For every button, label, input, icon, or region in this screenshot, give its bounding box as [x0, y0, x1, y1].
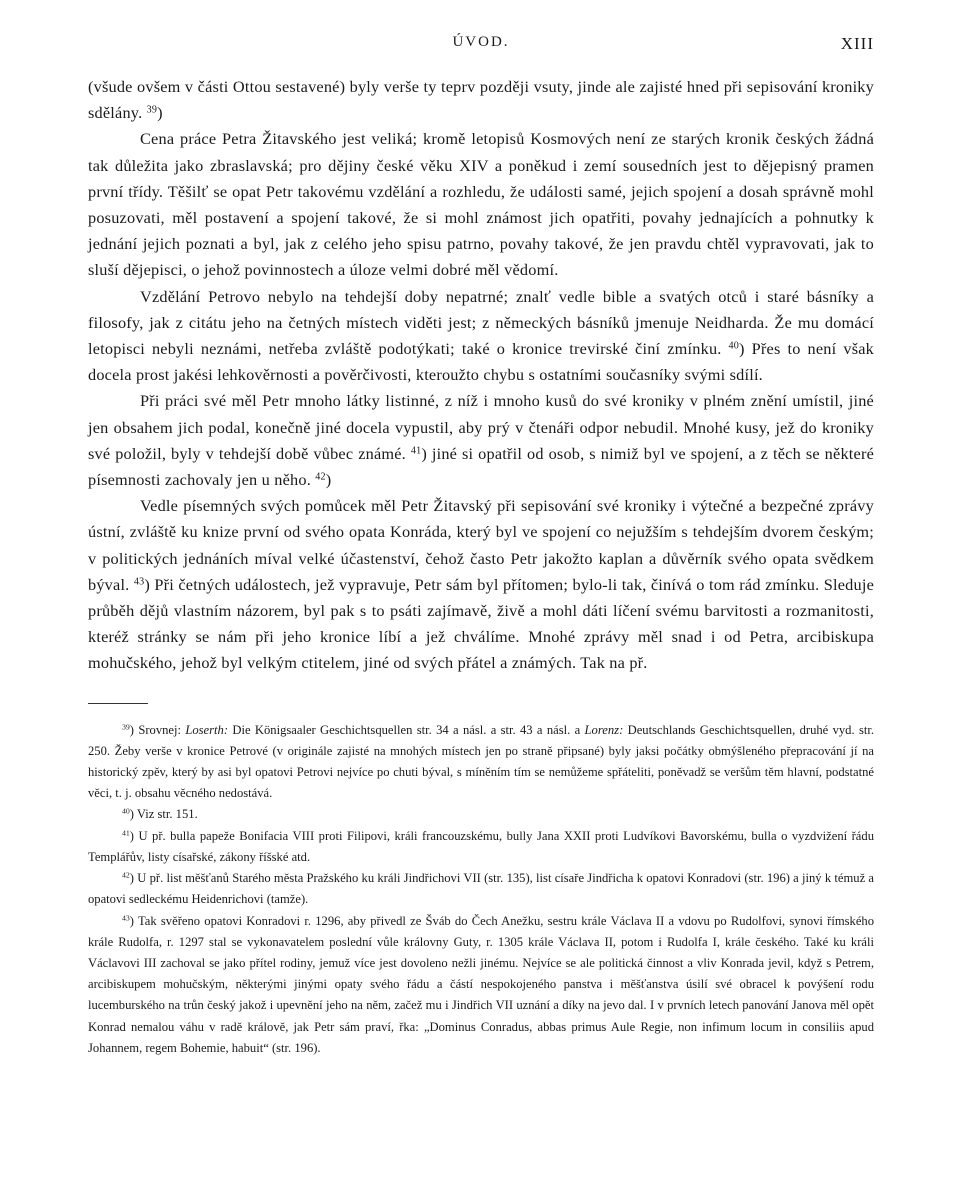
- note-reference: 43: [133, 576, 145, 588]
- text-run: ) U př. list měšťanů Starého města Pražského ku králi Jindřichovi VII (str. 135), list císaře Jindřicha k opatovi Konradovi (str. 196) a jiný k témuž a opatovi sedleckému Heidenrichovi (tamže).: [88, 871, 874, 907]
- text-run: Vedle písemných svých pomůcek měl Petr Žitavský při sepisování své kroniky i výtečné a bezpečné zprávy ústní, zvláště ku knize první od svého opata Konráda, který byl ve spojení co nejužším s tehdejším dvorem českým; v politických jednáních míval velké účastenství, čehož často Petr jakožto kaplan a důvěrník svého opata svědkem býval.: [88, 496, 874, 594]
- note-reference: 40: [122, 807, 130, 817]
- paragraph: [88, 388, 874, 493]
- paragraph: [88, 493, 874, 676]
- note-reference: 39: [122, 722, 130, 732]
- footnote: [88, 804, 874, 825]
- text-run: ) Přes to není však docela prost jakési lehkověrnosti a pověrčivosti, kteroužto chybu s ostatními současníky svými sdílí.: [88, 339, 874, 385]
- running-title: ÚVOD.: [452, 34, 510, 50]
- text-run: Při práci své měl Petr mnoho látky listinné, z níž i mnoho kusů do své kroniky v plném znění umístil, jiné jen obsahem jich podal, konečně jiné docela vypustil, aby prý v čtenáři odpor nebudil. Mnohé kusy, jež do kroniky své položil, byly v tehdejší době vůbec známé.: [88, 391, 874, 463]
- text-run: Vzdělání Petrovo nebylo na tehdejší doby nepatrné; znalť vedle bible a svatých otců i staré básníky a filosofy, jak z citátu jeho na četných místech viděti jest; z německých básníků jmenuje Neidharda. Že mu domácí letopisci nebyli neznámi, netřeba zvláště podotýkati; také o kronice trevirské činí zmínku.: [88, 286, 874, 359]
- footnote: [88, 826, 874, 868]
- note-reference: 41: [122, 828, 130, 838]
- text-run: ): [157, 103, 163, 123]
- main-text: [88, 74, 874, 677]
- text-run: ): [325, 470, 332, 490]
- paragraph: [88, 74, 874, 126]
- footnote: [88, 868, 874, 910]
- text-run: ) Srovnej:: [129, 722, 186, 737]
- footnotes: [88, 720, 874, 1059]
- text-run: Die Königsaaler Geschichtsquellen str. 34 a násl. a str. 43 a násl. a: [228, 722, 585, 737]
- note-reference: 42: [315, 471, 326, 483]
- page: [88, 34, 874, 1059]
- text-run: ) Viz str. 151.: [129, 807, 198, 822]
- author-name: Lorenz:: [584, 722, 624, 737]
- note-reference: 39: [146, 104, 158, 116]
- text-run: ) jiné si opatřil od osob, s nimiž byl ve spojení, a z těch se některé písemnosti zachovaly jen u něho.: [88, 443, 874, 490]
- footnote: [88, 911, 874, 1059]
- running-header: [88, 34, 874, 60]
- author-name: Loserth:: [185, 722, 229, 737]
- page-number: XIII: [840, 34, 874, 53]
- text-run: ) Tak svěřeno opatovi Konradovi r. 1296, aby přivedl ze Šváb do Čech Anežku, sestru krále Václava II a vdovu po Rudolfovi, synovi římského krále Rudolfa, r. 1297 stal se vykonavatelem poslední vůle královny Guty, r. 1305 krále Václava II, potom i Rudolfa I, krále českého. Také ku králi Václavovi III zachoval se jako přítel rodiny, jemuž více jest dovoleno nežli jinému. Nejvíce se ale politická činnost a vliv Konrada jevil, když s Petrem, arcibiskupem mohučským, některými jinými opaty svého řádu a částí nespokojeného panstva i měšťanstva úsilí své obracel k povýšení rodu lucemburského na trůn český jakož i upevnění jeho na něm, začež mu i Jindřich VII uznání a díky na jevo dal. I v prvních letech panování Janova měl opět Konrad nemalou váhu v radě králově, jak Petr sám praví, řka: „Dominus Conradus, abbas primus Aule Regie, non infimum locum in consiliis apud Johannem, regem Bohemie, habuit“ (str. 196).: [88, 913, 874, 1055]
- footnote: [88, 720, 874, 805]
- note-reference: 42: [122, 870, 130, 880]
- note-reference: 43: [122, 913, 130, 923]
- text-run: ) U př. bulla papeže Bonifacia VIII proti Filipovi, králi francouzskému, bully Jana XXII proti Ludvíkovi Bavorskému, bulla o vyzdvižení řádu Templářův, listy císařské, zákony říšské atd.: [88, 828, 874, 864]
- footnote-divider: [88, 703, 148, 704]
- note-reference: 41: [410, 445, 422, 457]
- text-run: ) Při četných událostech, jež vypravuje, Petr sám byl přítomen; bylo-li tak, činívá o tom rád zmínku. Sleduje průběh dějů vlastním názorem, byl pak s to psáti zajímavě, živě a mohl dáti líčení svému barvitosti a rozmanitosti, kteréž stránky se nám při jeho kronice líbí a jež chválíme. Mnohé zprávy měl snad i od Petra, arcibiskupa mohučského, jehož byl velkým ctitelem, jiné od svých přátel a známých. Tak na př.: [88, 574, 874, 673]
- text-run: (všude ovšem v části Ottou sestavené) byly verše ty teprv později vsuty, jinde ale zajisté hned při sepisování kroniky sdělány.: [88, 77, 874, 123]
- text-run: Cena práce Petra Žitavského jest veliká; kromě letopisů Kosmových není ze starých kronik českých žádná tak důležita jako zbraslavská; pro dějiny české věku XIV a poněkud i zemí sousedních jest to dějepisný pramen první třídy. Těšilť se opat Petr takovému vzdělání a rozhledu, že události samé, jejich spojení a dosah správně mohl posuzovati, měl postavení a spojení takové, že si mohl známost jich opatřiti, povahy jednajících a pohnutky k jednání jejich poznati a byl, jak z celého jeho spisu patrno, povahy takové, že jen pravdu chtěl vypravovati, jak to sluší dějepisci, o jehož povinnostech a úloze velmi dobré měl vědomí.: [88, 129, 874, 280]
- paragraph: [88, 284, 874, 389]
- note-reference: 40: [728, 340, 740, 352]
- paragraph: [88, 126, 874, 283]
- text-run: Deutschlands Geschichtsquellen, druhé vyd. str. 250. Žeby verše v kronice Petrové (v originále zajisté na mnohých místech jen po straně připsané) byly jaksi počátky obmýšleného přepracování jí na historický zpěv, který by asi byl opatovi Petrovi nejvíce po chuti býval, s míněním tím se nemůžeme spřáteliti, poněvadž se veršům těm hlavní, podstatné věci, t. j. obsahu věcného nedostává.: [88, 722, 875, 801]
